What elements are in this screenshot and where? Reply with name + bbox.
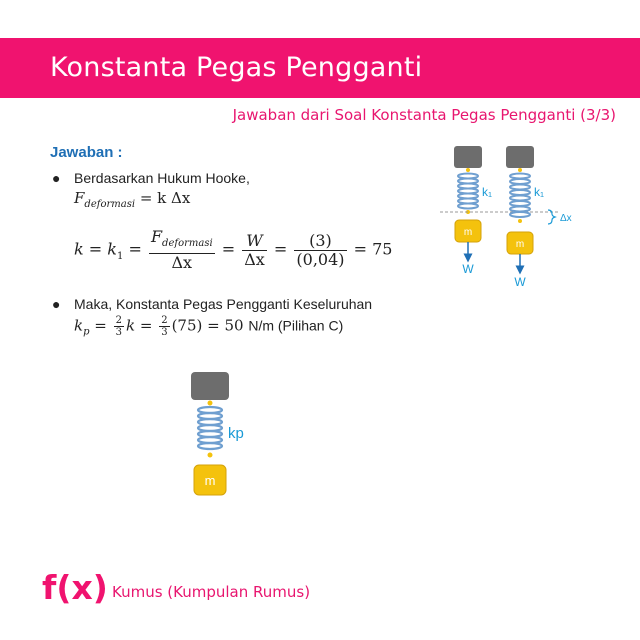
spring-right <box>510 174 530 218</box>
k1-sub: 1 <box>116 250 124 262</box>
fraction-values: $\frac{(3)}{(0,04)}$ <box>296 230 345 269</box>
series-spring-diagram <box>420 140 620 300</box>
k-result: = 75 <box>353 239 393 259</box>
delta-label: Δx <box>560 213 572 224</box>
kp-unit-note: N/m (Pilihan C) <box>248 317 344 334</box>
bullet-dot-1: ● <box>52 170 61 186</box>
hooke-formula <box>74 189 190 210</box>
hooke-f: F <box>74 189 85 207</box>
support-block-left <box>454 146 482 168</box>
fraction-w-over-dx: $\frac{W}{\Delta x}$ <box>244 230 265 269</box>
page-title: Konstanta Pegas Pengganti <box>50 52 423 83</box>
hook-bottom-equivalent <box>208 453 213 458</box>
fraction-f-over-dx: $\frac{F_{deformasi}}{\Delta x}$ <box>150 227 213 273</box>
title-banner <box>0 38 640 98</box>
k-lhs: k = <box>74 239 103 259</box>
k-calculation: $k = k_1$ = $\frac{F_{deformasi}}{\Delta x}$ = $\frac{W}{\Delta x}$ = $\frac{(3)}{(0,04)}$ = 75 <box>74 227 393 273</box>
mass-equivalent-label: m <box>204 473 216 488</box>
fraction-two-thirds-b: $\frac{2}{3}$ <box>161 315 168 338</box>
mass-left-label: m <box>463 227 473 238</box>
support-block-right <box>506 146 534 168</box>
spring-left <box>458 174 478 209</box>
bullet-dot-2: ● <box>52 296 61 312</box>
hooke-f-sub: deformasi <box>84 199 136 210</box>
force-right-label: W <box>514 275 526 289</box>
hook-top-right <box>518 168 522 172</box>
force-left-label: W <box>462 262 474 276</box>
equivalent-spring-diagram <box>180 368 270 503</box>
spring-right-label: k₁ <box>534 185 545 199</box>
page-subtitle: Jawaban dari Soal Konstanta Pegas Pengganti (3/3) <box>232 106 616 124</box>
hook-bottom-right <box>518 219 522 223</box>
fraction-two-thirds-a: $\frac{2}{3}$ <box>115 315 122 338</box>
support-block-equivalent <box>191 372 229 400</box>
kp-calculation: $k_p$ = $\frac{2}{3}$ k = $\frac{2}{3}$ (75) = 50 N/m (Pilihan C) <box>74 315 344 338</box>
hook-top-equivalent <box>208 401 213 406</box>
spring-equivalent <box>198 407 222 449</box>
hook-top-left <box>466 168 470 172</box>
brand-logo: f(x) <box>42 568 108 607</box>
bullet-1-text: Berdasarkan Hukum Hooke, <box>74 170 250 186</box>
spring-left-label: k₁ <box>482 185 493 199</box>
k1-symbol: k <box>107 239 117 259</box>
hooke-rhs: = k Δx <box>139 189 191 207</box>
answer-heading: Jawaban : <box>50 144 123 161</box>
mass-right-label: m <box>515 239 525 250</box>
delta-brace <box>548 210 555 224</box>
brand-name: Kumus (Kumpulan Rumus) <box>112 583 311 601</box>
bullet-2-text: Maka, Konstanta Pegas Pengganti Keseluruhan <box>74 296 373 312</box>
spring-equivalent-label: kp <box>228 425 244 442</box>
